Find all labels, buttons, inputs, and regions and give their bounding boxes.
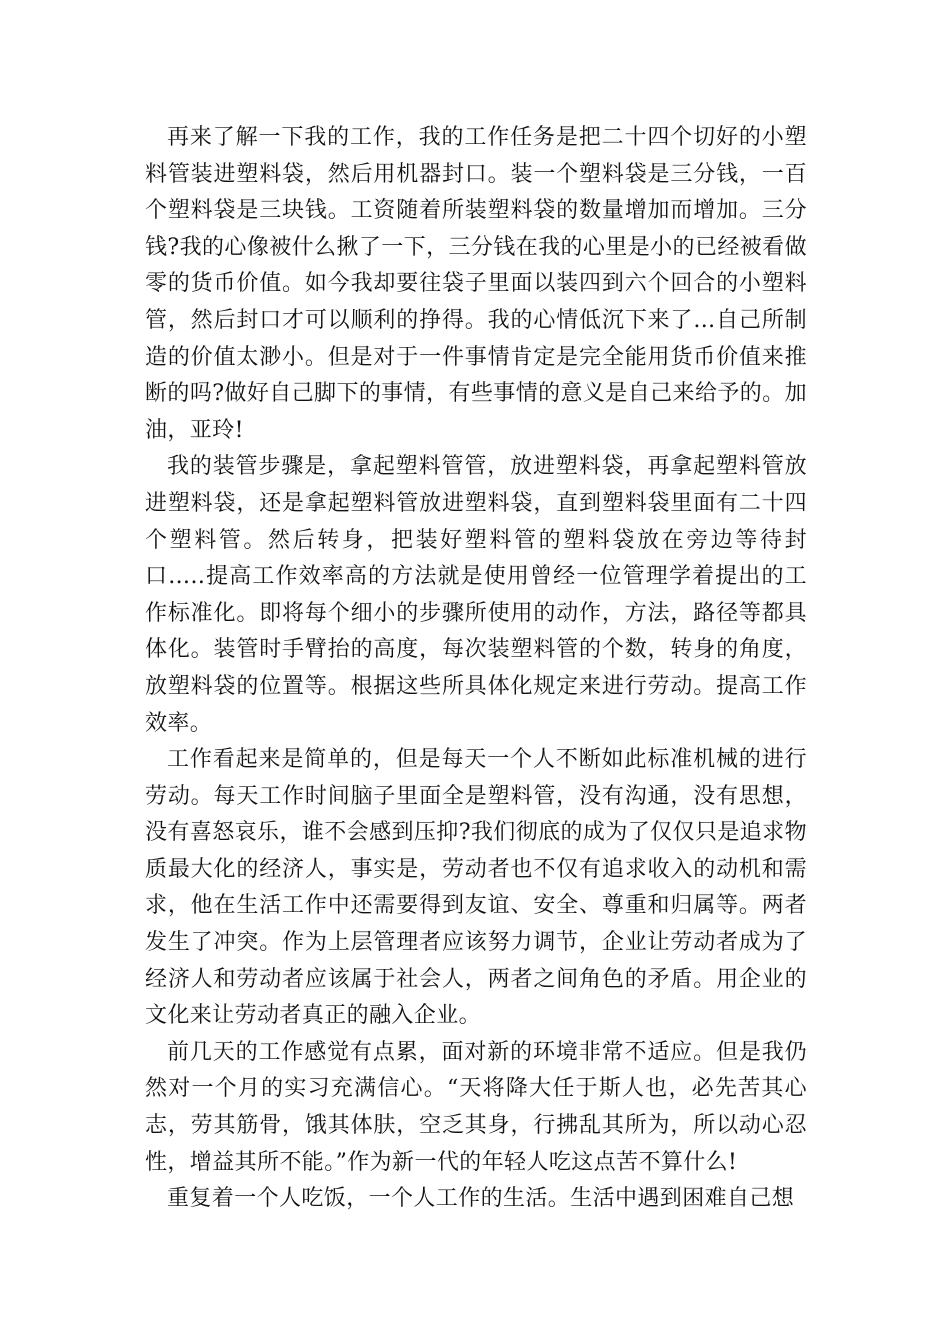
paragraph-confidence: 前几天的工作感觉有点累，面对新的环境非常不适应。但是我仍然对一个月的实习充满信心。“天将降大任于斯人也，必先苦其心志，劳其筋骨，饿其体肤，空乏其身，行拂乱其所为，所以动心忍性，增益其所不能。”作为新一代的年轻人吃这点苦不算什么! [145, 1039, 807, 1175]
document-body [145, 120, 807, 1218]
paragraph-work-reflection: 工作看起来是简单的，但是每天一个人不断如此标准机械的进行劳动。每天工作时间脑子里面全是塑料管，没有沟通，没有思想，没有喜怒哀乐，谁不会感到压抑?我们彻底的成为了仅仅只是追求物质最大化的经济人，事实是，劳动者也不仅有追求收入的动机和需求，他在生活工作中还需要得到友谊、安全、尊重和归属等。两者发生了冲突。作为上层管理者应该努力调节，企业让劳动者成为了经济人和劳动者应该属于社会人，两者之间角色的矛盾。用企业的文化来让劳动者真正的融入企业。 [145, 747, 807, 1029]
paragraph-work-task: 再来了解一下我的工作，我的工作任务是把二十四个切好的小塑料管装进塑料袋，然后用机器封口。装一个塑料袋是三分钱，一百个塑料袋是三块钱。工资随着所装塑料袋的数量增加而增加。三分钱?我的心像被什么揪了一下，三分钱在我的心里是小的已经被看做零的货币价值。如今我却要往袋子里面以装四到六个回合的小塑料管，然后封口才可以顺利的挣得。我的心情低沉下来了…自己所制造的价值太渺小。但是对于一件事情肯定是完全能用货币价值来推断的吗?做好自己脚下的事情，有些事情的意义是自己来给予的。加油，亚玲! [145, 125, 807, 443]
paragraph-packing-steps: 我的装管步骤是，拿起塑料管管，放进塑料袋，再拿起塑料管放进塑料袋，还是拿起塑料管放进塑料袋，直到塑料袋里面有二十四个塑料管。然后转身，把装好塑料管的塑料袋放在旁边等待封口…..提高工作效率高的方法就是使用曾经一位管理学着提出的工作标准化。即将每个细小的步骤所使用的动作，方法，路径等都具体化。装管时手臂抬的高度，每次装塑料管的个数，转身的角度，放塑料袋的位置等。根据这些所具体化规定来进行劳动。提高工作效率。 [145, 454, 807, 736]
paragraph-daily-life: 重复着一个人吃饭，一个人工作的生活。生活中遇到困难自己想 [167, 1186, 795, 1212]
